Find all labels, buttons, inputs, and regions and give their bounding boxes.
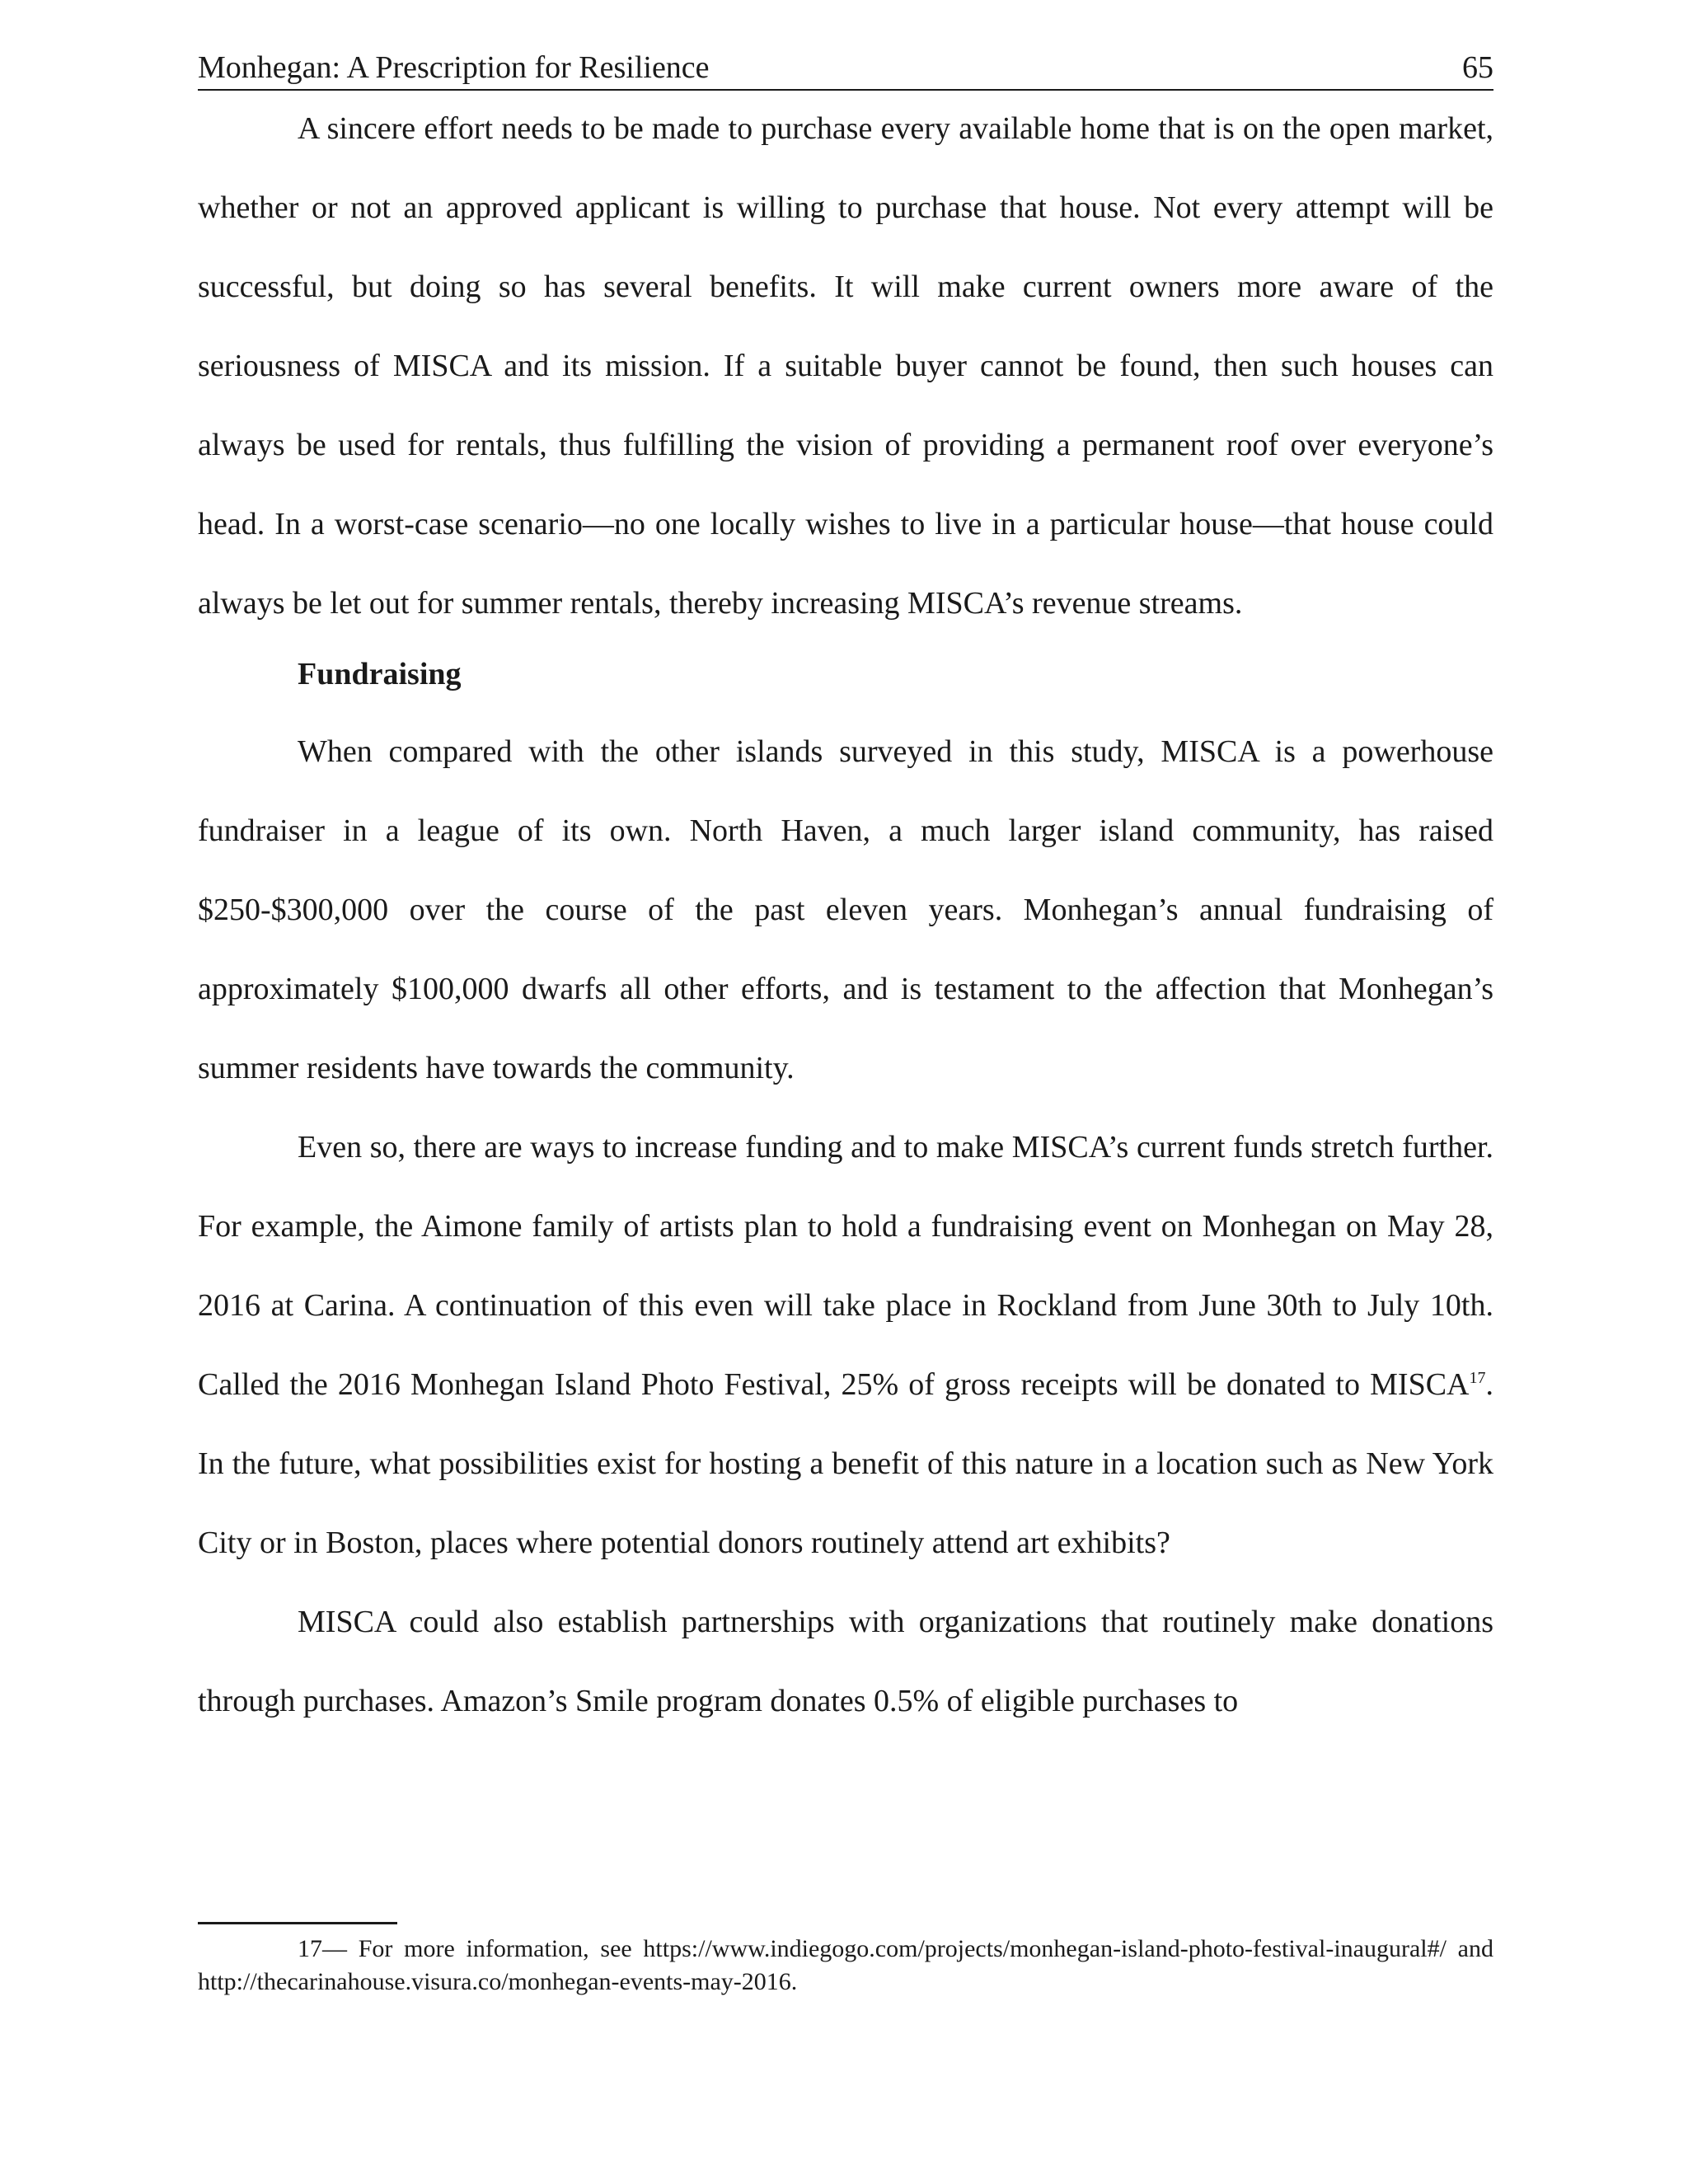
body-text [198,89,1493,1741]
footnote-17: 17— For more information, see https://www.indiegogo.com/projects/monhegan-island-photo-festival-inaugural#/ and http://thecarinahouse.visura.co/monhegan-events-may-2016. [198,1935,1493,1995]
footnote-divider [198,1922,397,1924]
paragraph-fundraising-comparison: When compared with the other islands surveyed in this study, MISCA is a powerhouse fundraiser in a league of its own. North Haven, a much larger island community, has raised $250-$300,000 over the course of the past eleven years. Monhegan’s annual fundraising of approximately $100,000 dwarfs all other efforts, and is testament to the affection that Monhegan’s summer residents have towards the community. [198,734,1493,1085]
running-header [198,48,1493,91]
section-heading-fundraising: Fundraising [298,657,462,691]
paragraph-photo-festival-text-cont: . In the future, what possibilities exist for hosting a benefit of this nature in a location such as New York City or in Boston, places where potential donors routinely attend art exhibits? [198,1367,1493,1560]
document-title: Monhegan: A Prescription for Resilience [198,50,710,85]
paragraph-housing-purchases: A sincere effort needs to be made to purchase every available home that is on the open market, whether or not an approved applicant is willing to purchase that house. Not every attempt will be successful, but doing so has several benefits. It will make current owners more aware of the seriousness of MISCA and its mission. If a suitable buyer cannot be found, then such houses can always be used for rentals, thus fulfilling the vision of providing a permanent roof over everyone’s head. In a worst-case scenario—no one locally wishes to live in a particular house—that house could always be let out for summer rentals, thereby increasing MISCA’s revenue streams. [198,111,1493,621]
footnote-reference[interactable]: 17 [1469,1369,1486,1387]
page-number: 65 [1462,50,1493,85]
paragraph-photo-festival [198,1108,1493,1582]
paragraph-photo-festival-text: Even so, there are ways to increase funding and to make MISCA’s current funds stretch further. For example, the Aimone family of artists plan to hold a fundraising event on Monhegan on May 28, 2016 at Carina. A continuation of this even will take place in Rockland from June 30th to July 10th. Called the 2016 Monhegan Island Photo Festival, 25% of gross receipts will be donated to MISCA [198,1130,1493,1402]
paragraph-partnerships: MISCA could also establish partnerships with organizations that routinely make donations through purchases. Amazon’s Smile program donates 0.5% of eligible purchases to [198,1605,1493,1718]
